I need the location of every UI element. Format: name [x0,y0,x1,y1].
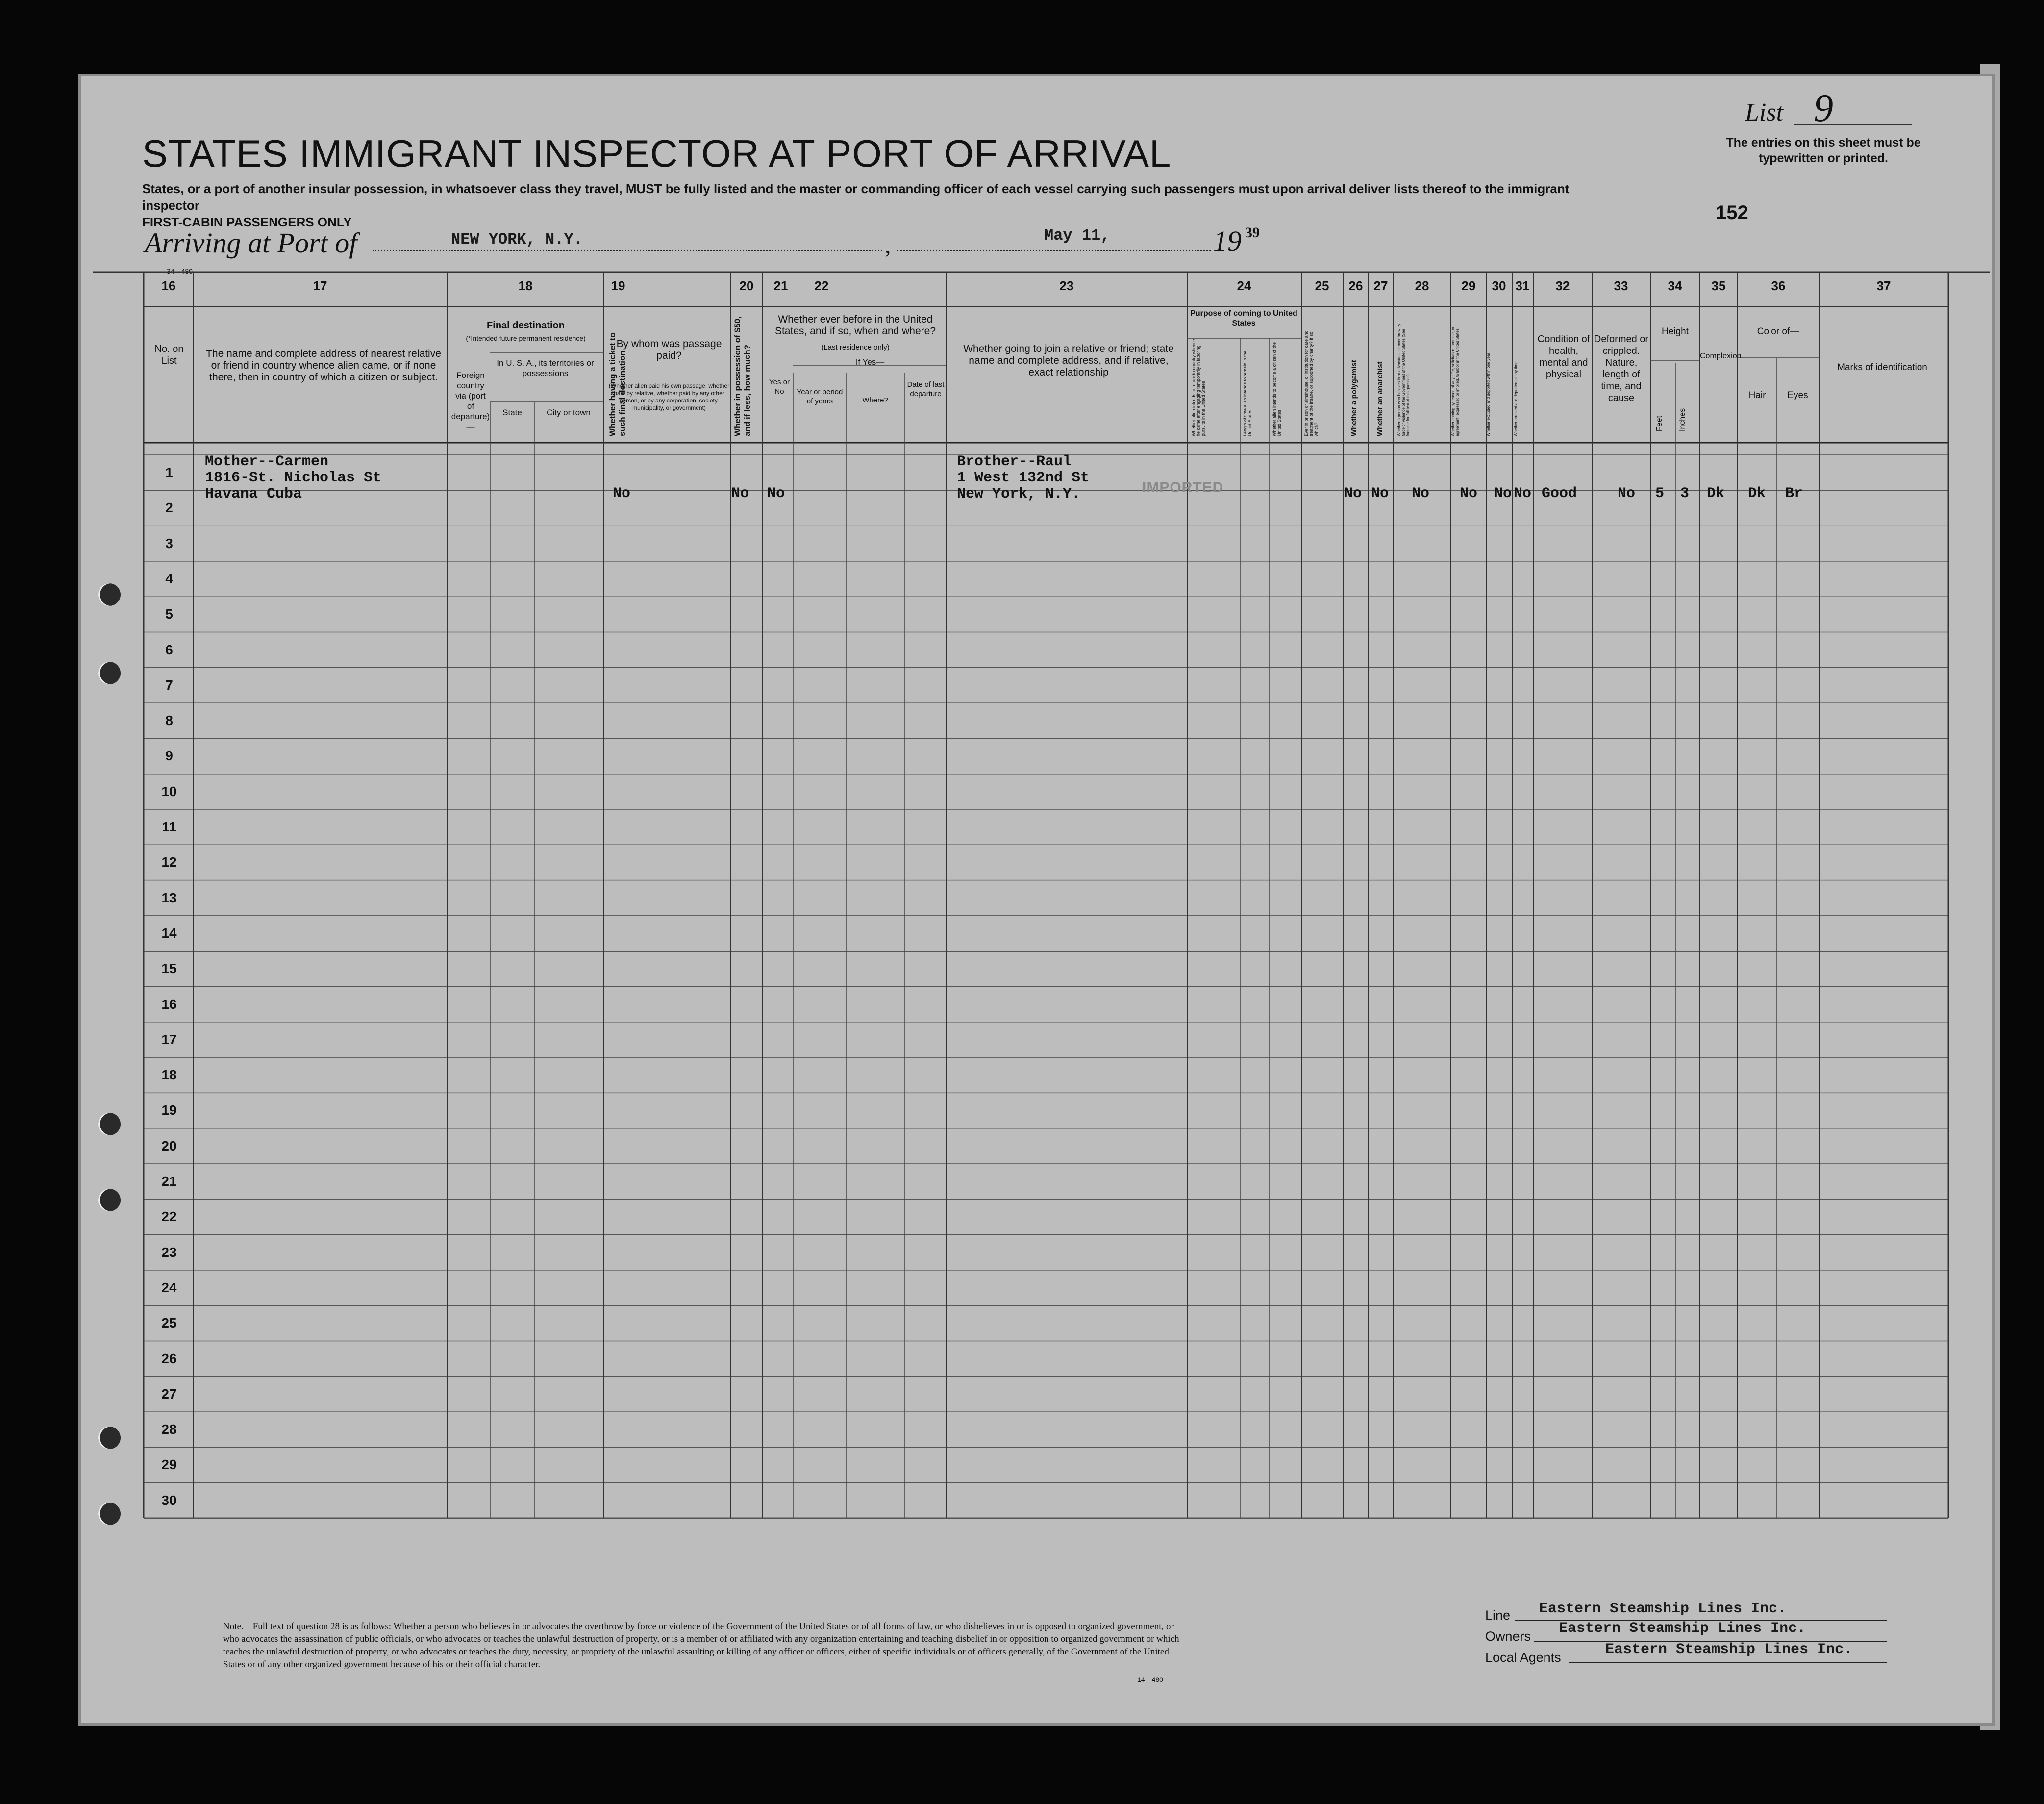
header-c22-date: Date of last departure [907,380,945,398]
agents-value: Eastern Steamship Lines Inc. [1605,1641,1853,1658]
row-number: 18 [161,1067,177,1083]
column-number: 19 [611,278,625,293]
column-number: 37 [1876,278,1891,293]
year-prefix: 19 [1213,225,1242,257]
hair-value: Dk [1748,485,1766,502]
form-subtitle: States, or a port of another insular possession, in whatsoever class they travel, MUST be fully listed and the master or commanding officer of each vessel carrying such passengers must upon arrival deliver lists thereof to the immigrant inspector FIRST-CABIN PASSENGERS ONLY [142,181,1570,229]
header-c25: Ever in prison or almshouse, or institution for care and treatment of the insane, or supported by charity? If so, which? [1304,330,1319,436]
header-c34-title: Height [1662,326,1689,337]
q31-value: No [1514,485,1532,502]
row-number: 24 [161,1279,177,1295]
row-number: 9 [165,748,173,764]
relative-line3: Havana Cuba [205,486,302,502]
health-value: Good [1542,485,1577,502]
header-c33: Deformed or crippled. Nature, length of time, and cause [1594,334,1649,403]
header-c24-c: Whether alien intends to become a citizen of the United States [1272,342,1282,436]
header-c35: Complexion [1700,352,1742,360]
q30-value: No [1494,485,1512,502]
header-c18-usa: In U. S. A., its territories or possessions [497,358,594,378]
row-number: 30 [161,1492,177,1508]
header-c32: Condition of health, mental and physical [1537,334,1590,380]
column-number: 20 [739,278,754,293]
agents-label: Local Agents [1485,1650,1561,1665]
row-number: 17 [161,1031,177,1047]
row-number: 5 [165,606,173,622]
eyes-value: Br [1785,485,1803,502]
form-title: STATES IMMIGRANT INSPECTOR AT PORT OF ARRIVAL [142,132,1172,175]
owners-value: Eastern Steamship Lines Inc. [1559,1620,1806,1637]
header-c24-a: Whether alien intends to return to country whence he came after engaging temporarily in laboring pursuits in the United States [1191,339,1206,436]
row-number: 29 [161,1457,177,1473]
header-c20-note: (Whether alien paid his own passage, whether paid by relative, whether paid by any other person, or by any corporation, society, municipality, or government) [608,382,730,411]
header-c17: The name and complete address of nearest relative or friend in country whence alien came, or if none there, then in country of which a citizen or subject. [206,348,441,383]
column-number: 31 [1515,278,1530,293]
line-label: Line [1485,1608,1511,1623]
column-number: 27 [1373,278,1388,293]
row-number: 25 [161,1315,177,1331]
header-c31: Whether arrested and deported at any time [1514,361,1518,436]
header-c22-where: Where? [862,396,888,404]
imported-stamp: IMPORTED [1142,479,1224,496]
column-number: 18 [518,278,533,293]
joining-line2: 1 West 132nd St [957,470,1090,486]
port-value: NEW YORK, N.Y. [451,230,583,249]
polygamist-value: No [1344,485,1362,502]
joining-line1: Brother--Raul [957,453,1072,470]
feet-value: 5 [1655,485,1665,502]
column-number: 23 [1059,278,1074,293]
row-number: 27 [161,1386,177,1402]
column-number: 30 [1492,278,1506,293]
header-c18-title: Final destination [487,320,565,331]
entries-note: The entries on this sheet must be typewritten or printed. [1726,136,1921,165]
date-value: May 11, [1044,226,1110,245]
column-number: 17 [313,278,327,293]
arriving-label: Arriving at Port of [145,227,357,259]
row-number: 10 [161,783,177,799]
joining-line3: New York, N.Y. [957,486,1081,502]
anarchist-value: No [1371,485,1389,502]
header-c20-title: By whom was passage paid? [616,338,722,361]
header-c24-b: Length of time alien intends to remain in the United States [1243,351,1252,436]
sheet-number: 152 [1716,202,1748,224]
header-c22-year: Year or period of years [797,388,843,405]
row-number: 12 [161,854,177,870]
header-c22-ifyes: If Yes— [855,357,885,367]
relative-line2: 1816-St. Nicholas St [205,470,382,486]
header-c22-yesno: Yes or No [769,378,790,396]
column-number: 36 [1771,278,1786,293]
header-c36-title: Color of— [1757,326,1799,337]
column-number: 25 [1315,278,1329,293]
header-c18-city: City or town [547,408,591,417]
ticket-value: No [613,485,631,502]
row-number: 8 [165,713,173,728]
q28-value: No [1412,485,1430,502]
line-value: Eastern Steamship Lines Inc. [1539,1601,1787,1617]
row-number: 14 [161,925,177,941]
row-number: 6 [165,642,173,657]
relative-line1: Mother--Carmen [205,453,329,470]
list-number: 9 [1814,87,1833,130]
column-number: 22 [814,278,829,293]
header-c34-inches: Inches [1678,408,1687,431]
column-number: 16 [161,278,176,293]
header-c26: Whether a polygamist [1350,360,1358,436]
owners-label: Owners [1485,1629,1531,1644]
row-number: 28 [161,1422,177,1437]
row-number: 7 [165,677,173,693]
header-c19: Whether having a ticket to such final destination [608,332,627,436]
row-number: 19 [161,1102,177,1118]
header-c18-state: State [502,408,522,417]
row-number: 11 [162,819,176,834]
row-number: 20 [161,1138,177,1153]
agents-rule [1569,1662,1887,1663]
inches-value: 3 [1680,485,1690,502]
header-c24-title: Purpose of coming to United States [1190,309,1297,327]
column-number: 32 [1555,278,1570,293]
column-number: 28 [1415,278,1429,293]
complexion-value: Dk [1707,485,1725,502]
column-number: 33 [1614,278,1628,293]
row-number: 23 [161,1244,177,1260]
header-c23: Whether going to join a relative or friend; state name and complete address, and if relative, exact relationship [963,343,1174,378]
column-number: 29 [1461,278,1476,293]
deformed-value: No [1618,485,1636,502]
header-c27: Whether an anarchist [1376,361,1384,436]
form-code: 14—480 [1137,1676,1163,1683]
row-number: 15 [161,961,177,977]
column-number: 34 [1668,278,1682,293]
class-line: FIRST-CABIN PASSENGERS ONLY [142,215,352,229]
list-label: List [1745,99,1784,126]
row-number: 4 [165,571,173,586]
row-number: 2 [165,500,173,516]
column-number: 35 [1711,278,1726,293]
header-c29: Whether coming by reason of any offer, solicitation, promise, or agreement, expressed or implied, to labor in the United States [1451,326,1460,436]
row-number: 26 [161,1351,177,1366]
header-c34-feet: Feet [1655,415,1664,431]
header-c22-note: (Last residence only) [821,343,890,351]
form-code-top: 34—480 [167,267,193,275]
header-c21: Whether in possession of $50, and if less, how much? [733,316,752,436]
row-number: 21 [161,1174,177,1189]
row-number: 1 [165,465,173,480]
fifty-dollars-value: No [731,485,749,502]
row-number: 16 [161,996,177,1012]
header-c36-eyes: Eyes [1787,390,1808,401]
q29-value: No [1460,485,1478,502]
year-suffix: 39 [1245,225,1260,241]
header-c37: Marks of identification [1837,362,1927,373]
row-number: 3 [165,535,173,551]
column-number: 26 [1348,278,1363,293]
question-28-note: Note.—Full text of question 28 is as follows: Whether a person who believes in or advocates the overthrow by force or violence of the Government of the United States or of all forms of law, or who disbelieves in or is opposed to organized government, or who advocates the assassination of public officials, or who advocates or teaches the unlawful destruction of property, or is a member of or affiliated with any organization entertaining and teaching disbelief in or opposition to organized government or which teaches the unlawful destruction of property, or who advocates or teaches the duty, necessity, or propriety of the unlawful assaulting or killing of any officer or officers, either of specific individuals or of officers generally, of the Government of the United States or of any other organized government because of his or their official character. [223,1621,1179,1670]
header-c28: Whether a person who believes in or advocates the overthrow by force or violence of the Government of the United States (See footnote for full text of this question) [1397,324,1410,436]
column-number: 24 [1237,278,1251,293]
header-c16: No. on List [154,344,184,366]
comma: , [885,231,891,258]
header-c36-hair: Hair [1748,390,1766,401]
before-in-us-value: No [767,485,785,502]
row-number: 22 [161,1209,177,1225]
header-c30: Whether excluded and deported within one year [1486,353,1491,436]
header-c18-note: (*Intended future permanent residence) [466,334,586,342]
header-c22-title: Whether ever before in the United States, and if so, when and where? [774,314,936,337]
row-number: 13 [161,890,177,905]
column-number: 21 [773,278,788,293]
header-c18-foreign: Foreign country via (port of departure)— [451,371,490,431]
